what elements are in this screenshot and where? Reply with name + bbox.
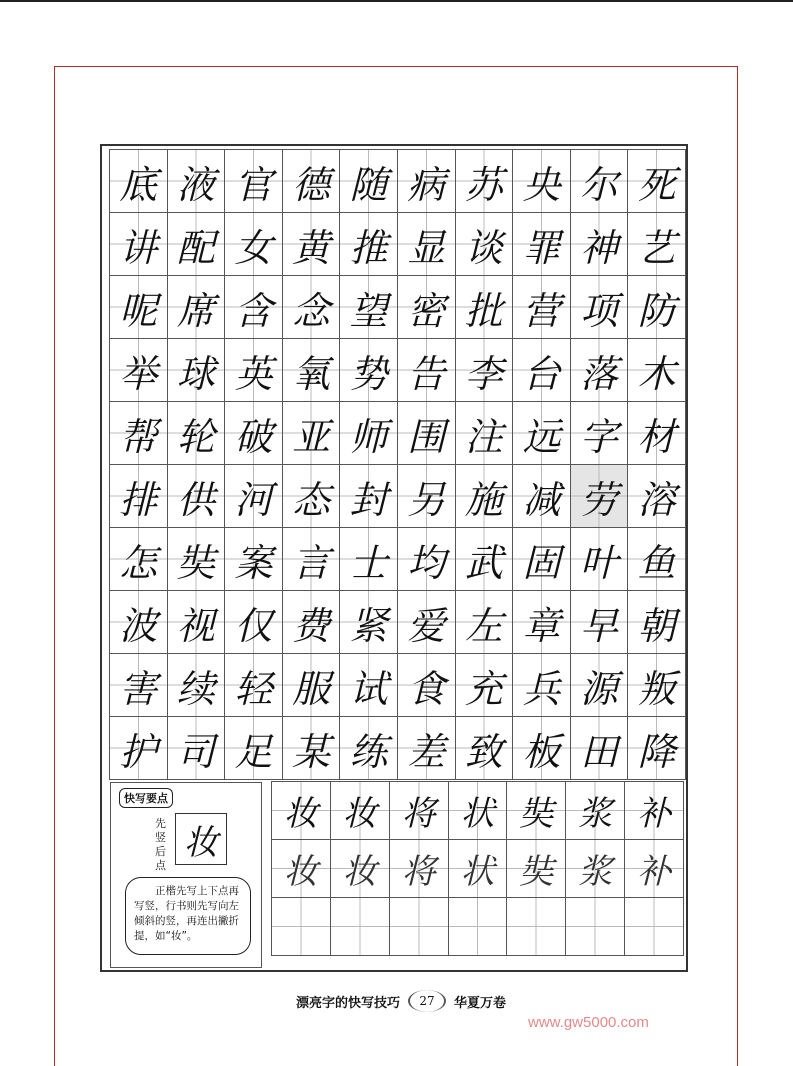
character-cell: 氧 xyxy=(282,338,341,402)
quick-writing-tips-box xyxy=(110,782,262,968)
character-cell: 字 xyxy=(570,401,629,465)
character-cell: 李 xyxy=(455,338,514,402)
character-cell: 木 xyxy=(627,338,686,402)
character-cell: 食 xyxy=(397,653,456,717)
character-cell: 源 xyxy=(570,653,629,717)
character-cell: 批 xyxy=(455,275,514,339)
character-cell: 势 xyxy=(339,338,398,402)
character-cell: 练 xyxy=(339,716,398,780)
character-cell: 固 xyxy=(512,527,571,591)
practice-cell: 妆 xyxy=(271,781,331,840)
character-cell: 爱 xyxy=(397,590,456,654)
tips-method: 先竖后点 xyxy=(155,817,166,872)
practice-cell: 奘 xyxy=(506,839,566,898)
character-cell: 英 xyxy=(224,338,283,402)
character-cell: 视 xyxy=(167,590,226,654)
tips-label: 快写要点 xyxy=(119,788,173,808)
practice-cell: 妆 xyxy=(330,781,390,840)
practice-cell: 将 xyxy=(389,781,449,840)
character-cell: 配 xyxy=(167,212,226,276)
practice-cell: 状 xyxy=(448,839,508,898)
practice-cell: 奘 xyxy=(506,781,566,840)
character-cell: 态 xyxy=(282,464,341,528)
character-cell: 球 xyxy=(167,338,226,402)
character-cell: 呢 xyxy=(109,275,168,339)
character-cell: 德 xyxy=(282,149,341,213)
character-cell: 注 xyxy=(455,401,514,465)
character-cell: 士 xyxy=(339,527,398,591)
character-cell: 举 xyxy=(109,338,168,402)
character-cell: 轮 xyxy=(167,401,226,465)
character-cell: 言 xyxy=(282,527,341,591)
character-cell: 怎 xyxy=(109,527,168,591)
character-cell: 席 xyxy=(167,275,226,339)
character-cell: 谈 xyxy=(455,212,514,276)
character-cell: 随 xyxy=(339,149,398,213)
character-cell: 早 xyxy=(570,590,629,654)
character-cell: 官 xyxy=(224,149,283,213)
page-footer xyxy=(256,986,546,1016)
character-cell: 足 xyxy=(224,716,283,780)
character-cell: 病 xyxy=(397,149,456,213)
character-cell: 项 xyxy=(570,275,629,339)
practice-cell: 补 xyxy=(624,839,684,898)
character-cell: 奘 xyxy=(167,527,226,591)
character-cell: 施 xyxy=(455,464,514,528)
character-cell: 望 xyxy=(339,275,398,339)
character-cell: 案 xyxy=(224,527,283,591)
empty-practice-cell xyxy=(389,897,449,956)
page-number-badge: 27 xyxy=(408,990,446,1012)
character-cell: 推 xyxy=(339,212,398,276)
character-cell: 围 xyxy=(397,401,456,465)
character-cell: 护 xyxy=(109,716,168,780)
character-cell: 波 xyxy=(109,590,168,654)
character-cell: 罪 xyxy=(512,212,571,276)
character-cell: 某 xyxy=(282,716,341,780)
character-cell: 破 xyxy=(224,401,283,465)
character-cell: 念 xyxy=(282,275,341,339)
practice-cell: 妆 xyxy=(330,839,390,898)
character-cell: 费 xyxy=(282,590,341,654)
character-cell: 紧 xyxy=(339,590,398,654)
empty-practice-cell xyxy=(448,897,508,956)
character-cell: 轻 xyxy=(224,653,283,717)
character-cell: 章 xyxy=(512,590,571,654)
character-cell: 帮 xyxy=(109,401,168,465)
character-cell: 河 xyxy=(224,464,283,528)
character-cell: 劳 xyxy=(570,464,629,528)
top-rule xyxy=(0,0,793,2)
character-cell: 底 xyxy=(109,149,168,213)
character-cell: 女 xyxy=(224,212,283,276)
character-cell: 死 xyxy=(627,149,686,213)
character-cell: 续 xyxy=(167,653,226,717)
character-cell: 降 xyxy=(627,716,686,780)
character-cell: 液 xyxy=(167,149,226,213)
character-cell: 远 xyxy=(512,401,571,465)
character-cell: 均 xyxy=(397,527,456,591)
character-cell: 鱼 xyxy=(627,527,686,591)
character-cell: 武 xyxy=(455,527,514,591)
character-cell: 叶 xyxy=(570,527,629,591)
character-cell: 央 xyxy=(512,149,571,213)
character-cell: 叛 xyxy=(627,653,686,717)
character-cell: 黄 xyxy=(282,212,341,276)
practice-cell: 状 xyxy=(448,781,508,840)
tips-note: 正楷先写上下点再写竖，行书则先写向左倾斜的竖，再连出撇折提，如“妆”。 xyxy=(125,877,251,955)
character-cell: 亚 xyxy=(282,401,341,465)
practice-cell: 浆 xyxy=(565,839,625,898)
character-cell: 含 xyxy=(224,275,283,339)
character-cell: 兵 xyxy=(512,653,571,717)
character-grid xyxy=(110,150,686,780)
character-cell: 封 xyxy=(339,464,398,528)
character-cell: 服 xyxy=(282,653,341,717)
book-title: 漂亮字的快写技巧 xyxy=(295,995,400,1011)
character-cell: 试 xyxy=(339,653,398,717)
practice-cell: 将 xyxy=(389,839,449,898)
character-cell: 另 xyxy=(397,464,456,528)
character-cell: 材 xyxy=(627,401,686,465)
practice-grid xyxy=(272,782,684,956)
character-cell: 师 xyxy=(339,401,398,465)
character-cell: 致 xyxy=(455,716,514,780)
character-cell: 神 xyxy=(570,212,629,276)
character-cell: 密 xyxy=(397,275,456,339)
character-cell: 差 xyxy=(397,716,456,780)
empty-practice-cell xyxy=(624,897,684,956)
character-cell: 仅 xyxy=(224,590,283,654)
watermark: www.gw5000.com xyxy=(528,1014,649,1031)
character-cell: 司 xyxy=(167,716,226,780)
character-cell: 充 xyxy=(455,653,514,717)
empty-practice-cell xyxy=(506,897,566,956)
character-cell: 排 xyxy=(109,464,168,528)
character-cell: 溶 xyxy=(627,464,686,528)
character-cell: 台 xyxy=(512,338,571,402)
series-name: 华夏万卷 xyxy=(454,995,507,1011)
character-cell: 减 xyxy=(512,464,571,528)
tips-example-char: 妆 xyxy=(175,813,227,865)
character-cell: 害 xyxy=(109,653,168,717)
empty-practice-cell xyxy=(271,897,331,956)
character-cell: 苏 xyxy=(455,149,514,213)
empty-practice-cell xyxy=(565,897,625,956)
character-cell: 供 xyxy=(167,464,226,528)
character-cell: 防 xyxy=(627,275,686,339)
character-cell: 讲 xyxy=(109,212,168,276)
practice-cell: 浆 xyxy=(565,781,625,840)
character-cell: 尔 xyxy=(570,149,629,213)
character-cell: 营 xyxy=(512,275,571,339)
character-cell: 田 xyxy=(570,716,629,780)
empty-practice-cell xyxy=(330,897,390,956)
character-cell: 告 xyxy=(397,338,456,402)
practice-cell: 补 xyxy=(624,781,684,840)
character-cell: 艺 xyxy=(627,212,686,276)
character-cell: 落 xyxy=(570,338,629,402)
practice-cell: 妆 xyxy=(271,839,331,898)
character-cell: 左 xyxy=(455,590,514,654)
character-cell: 朝 xyxy=(627,590,686,654)
character-cell: 显 xyxy=(397,212,456,276)
character-cell: 板 xyxy=(512,716,571,780)
